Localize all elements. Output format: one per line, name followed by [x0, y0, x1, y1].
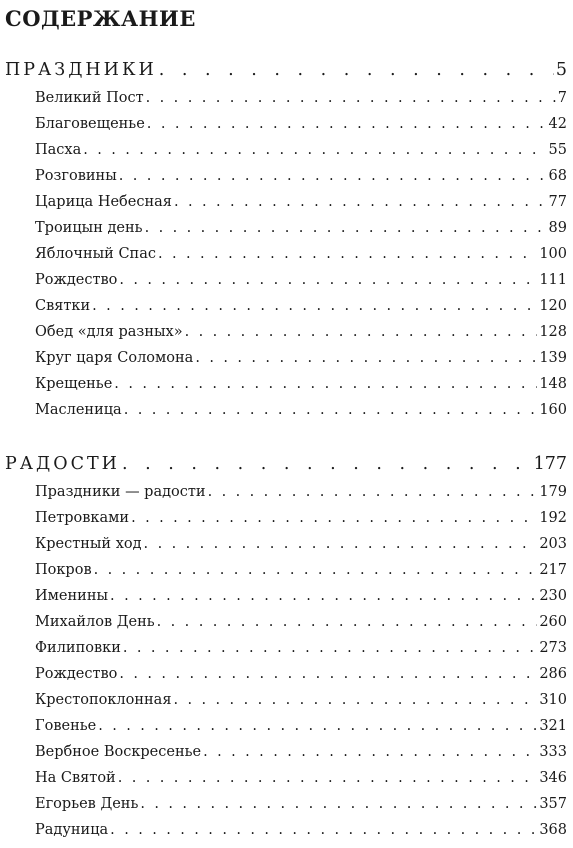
dot-leader	[83, 142, 546, 158]
toc-entry[interactable]	[0, 692, 573, 718]
entry-title: Михайлов День	[35, 614, 155, 630]
page-number: 260	[539, 614, 567, 630]
dot-leader	[124, 402, 538, 418]
entry-title: Святки	[35, 298, 91, 314]
dot-leader	[195, 350, 537, 366]
page-number: 100	[539, 246, 567, 262]
page-number: 139	[539, 350, 567, 366]
toc-section-heading[interactable]	[0, 454, 573, 484]
toc-entry[interactable]	[0, 744, 573, 770]
toc-entry[interactable]	[0, 510, 573, 536]
dot-leader	[185, 324, 538, 340]
toc-entry[interactable]	[0, 116, 573, 142]
page-number: 177	[533, 454, 567, 474]
entry-title: Вербное Воскресенье	[35, 744, 202, 760]
dot-leader	[92, 298, 537, 314]
toc-entry[interactable]	[0, 588, 573, 614]
entry-title: Обед «для разных»	[35, 324, 183, 340]
toc-entry[interactable]	[0, 614, 573, 640]
entry-title: Филиповки	[35, 640, 121, 656]
toc-entry[interactable]	[0, 822, 573, 848]
entry-title: Крещенье	[35, 376, 113, 392]
dot-leader	[158, 246, 537, 262]
page-number: 120	[539, 298, 567, 314]
toc-entry[interactable]	[0, 718, 573, 744]
page-number: 128	[539, 324, 567, 340]
page-number: 77	[548, 194, 567, 210]
entry-title: Радуница	[35, 822, 109, 838]
page-number: 286	[539, 666, 567, 682]
toc-entry[interactable]	[0, 168, 573, 194]
dot-leader	[144, 536, 538, 552]
entry-title: Круг царя Соломона	[35, 350, 194, 366]
dot-leader	[157, 614, 538, 630]
toc-section-heading[interactable]	[0, 60, 573, 90]
section-title: РАДОСТИ	[5, 454, 120, 474]
toc-section-joys	[0, 454, 573, 848]
page-number: 203	[539, 536, 567, 552]
page-number: 7	[557, 90, 567, 106]
toc-entry[interactable]	[0, 402, 573, 428]
entry-title: Именины	[35, 588, 109, 604]
toc-entry[interactable]	[0, 90, 573, 116]
entry-title: Крестопоклонная	[35, 692, 172, 708]
entry-title: Пасха	[35, 142, 82, 158]
toc-entry[interactable]	[0, 220, 573, 246]
dot-leader	[159, 60, 554, 80]
page-number: 368	[539, 822, 567, 838]
toc-entry[interactable]	[0, 666, 573, 692]
toc-entry[interactable]	[0, 796, 573, 822]
toc-entry[interactable]	[0, 298, 573, 324]
dot-leader	[208, 484, 538, 500]
dot-leader	[114, 376, 537, 392]
page-number: 217	[539, 562, 567, 578]
entry-title: Петровками	[35, 510, 130, 526]
entry-title: Великий Пост	[35, 90, 144, 106]
dot-leader	[122, 454, 532, 474]
entry-title: Говенье	[35, 718, 97, 734]
toc-entry[interactable]	[0, 640, 573, 666]
page-number: 42	[548, 116, 567, 132]
dot-leader	[110, 588, 537, 604]
page-number: 321	[539, 718, 567, 734]
page-title: СОДЕРЖАНИЕ	[5, 6, 196, 31]
entry-title: Праздники — радости	[35, 484, 206, 500]
dot-leader	[119, 168, 547, 184]
dot-leader	[118, 770, 538, 786]
dot-leader	[131, 510, 537, 526]
toc-entry[interactable]	[0, 376, 573, 402]
page-number: 333	[539, 744, 567, 760]
entry-title: Крестный ход	[35, 536, 142, 552]
page-number: 273	[539, 640, 567, 656]
toc-entry[interactable]	[0, 770, 573, 796]
entry-title: Благовещенье	[35, 116, 145, 132]
dot-leader	[110, 822, 537, 838]
toc-entry[interactable]	[0, 484, 573, 510]
entry-title: На Святой	[35, 770, 116, 786]
entry-title: Рождество	[35, 272, 118, 288]
entry-title: Царица Небесная	[35, 194, 172, 210]
dot-leader	[147, 116, 547, 132]
toc-entry[interactable]	[0, 246, 573, 272]
dot-leader	[203, 744, 537, 760]
entry-title: Яблочный Спас	[35, 246, 156, 262]
toc-entry[interactable]	[0, 536, 573, 562]
toc-entry[interactable]	[0, 324, 573, 350]
page-number: 230	[539, 588, 567, 604]
dot-leader	[119, 666, 537, 682]
entry-title: Егорьев День	[35, 796, 139, 812]
dot-leader	[173, 692, 537, 708]
page-number: 111	[539, 272, 567, 288]
dot-leader	[146, 90, 556, 106]
toc-entry[interactable]	[0, 562, 573, 588]
dot-leader	[98, 718, 537, 734]
page-number: 357	[539, 796, 567, 812]
toc-entry[interactable]	[0, 194, 573, 220]
page-number: 68	[548, 168, 567, 184]
page-number: 346	[539, 770, 567, 786]
entry-title: Розговины	[35, 168, 117, 184]
entry-title: Рождество	[35, 666, 118, 682]
section-title: ПРАЗДНИКИ	[5, 60, 157, 80]
toc-entry[interactable]	[0, 272, 573, 298]
entry-title: Троицын день	[35, 220, 143, 236]
page-number: 310	[539, 692, 567, 708]
dot-leader	[145, 220, 547, 236]
toc-entry[interactable]	[0, 142, 573, 168]
page-number: 55	[548, 142, 567, 158]
page-number: 179	[539, 484, 567, 500]
page-number: 160	[539, 402, 567, 418]
dot-leader	[123, 640, 537, 656]
entry-title: Покров	[35, 562, 92, 578]
dot-leader	[94, 562, 538, 578]
toc-entry[interactable]	[0, 350, 573, 376]
dot-leader	[140, 796, 537, 812]
page-number: 89	[548, 220, 567, 236]
page-number: 192	[539, 510, 567, 526]
toc-section-holidays	[0, 60, 573, 428]
dot-leader	[119, 272, 537, 288]
dot-leader	[174, 194, 547, 210]
entry-title: Масленица	[35, 402, 122, 418]
page-number: 5	[555, 60, 567, 80]
page-number: 148	[539, 376, 567, 392]
